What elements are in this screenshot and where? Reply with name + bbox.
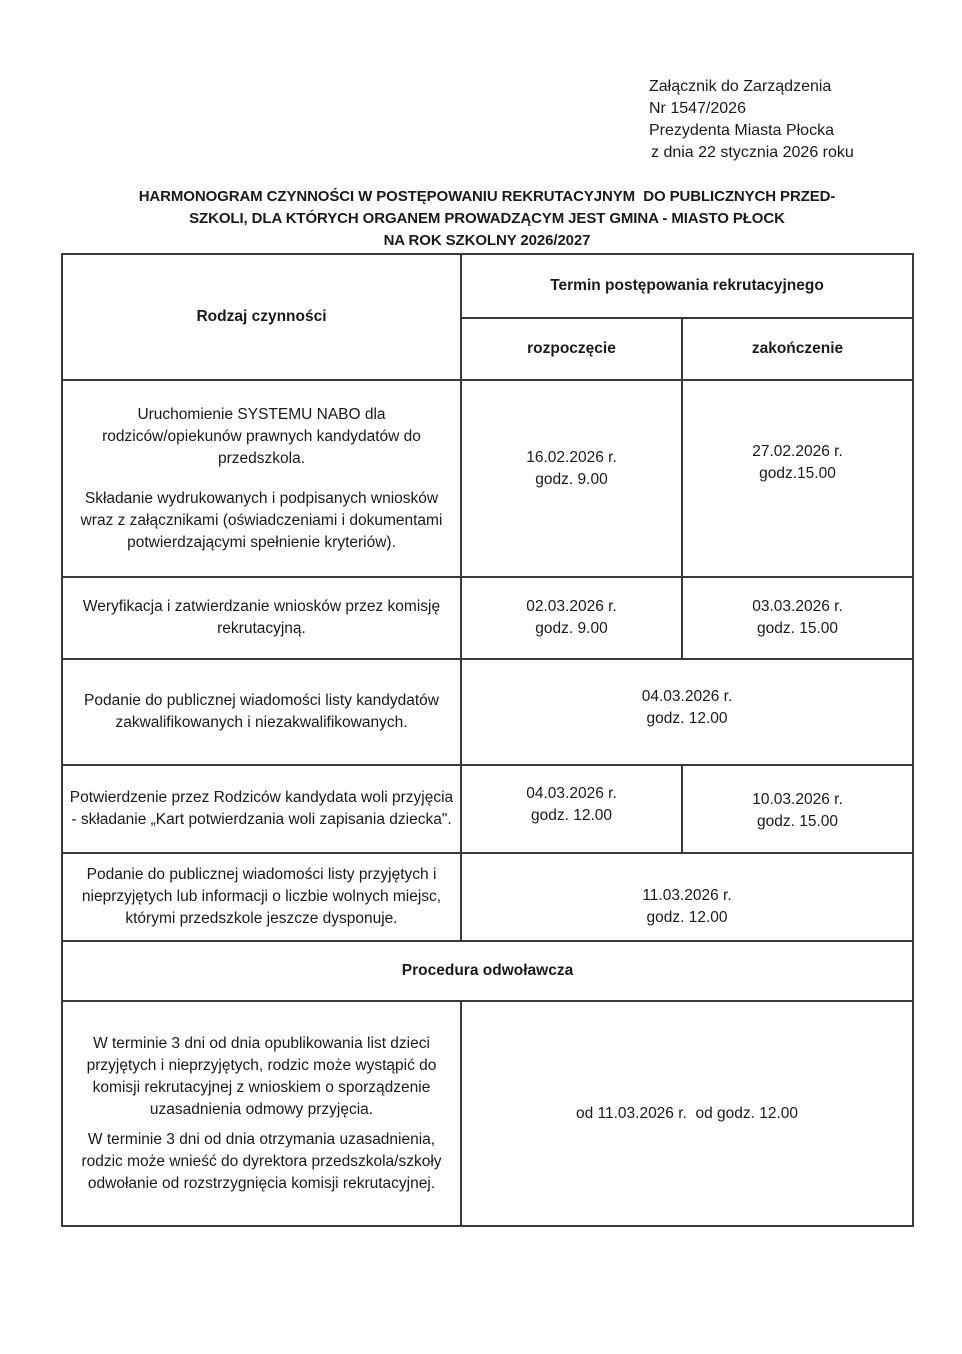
activity-cell xyxy=(62,1001,461,1226)
title-line-2: SZKOLI, DLA KTÓRYCH ORGANEM PROWADZĄCYM JEST GMINA - MIASTO PŁOCK xyxy=(189,210,785,227)
time: godz. 12.00 xyxy=(646,710,728,727)
start-date: 16.02.2026 r. xyxy=(526,448,617,466)
activity-text: Potwierdzenie przez Rodziców kandydata woli przyjęcia - składanie „Kart potwierdzania woli zapisania dziecka". xyxy=(69,789,454,828)
end-cell xyxy=(682,765,913,853)
annex-issuer: Prezydenta Miasta Płocka xyxy=(649,122,834,139)
table-row xyxy=(62,853,913,941)
header-deadline: Termin postępowania rekrutacyjnego xyxy=(461,254,913,318)
end-time: godz.15.00 xyxy=(759,464,836,482)
annex-header xyxy=(649,76,854,164)
header-start: rozpoczęcie xyxy=(461,318,682,380)
date-cell xyxy=(461,853,913,941)
activity-cell xyxy=(62,380,461,577)
start-date: 04.03.2026 r. xyxy=(526,785,617,802)
activity-text: Składanie wydrukowanych i podpisanych wniosków wraz z załącznikami (oświadczeniami i dokumentami potwierdzającymi spełnienie kryteriów). xyxy=(80,489,443,551)
end-time: godz. 15.00 xyxy=(756,813,838,830)
date: 04.03.2026 r. xyxy=(641,688,733,705)
activity-text: W terminie 3 dni od dnia otrzymania uzasadnienia, rodzic może wnieść do dyrektora przedszkola/szkoły odwołanie od rozstrzygnięcia komisji rekrutacyjnej. xyxy=(81,1130,442,1192)
activity-cell xyxy=(62,659,461,765)
recruitment-schedule-table xyxy=(61,253,914,1227)
activity-cell xyxy=(62,577,461,659)
start-time: godz. 9.00 xyxy=(535,620,608,637)
activity-text: Podanie do publicznej wiadomości listy kandydatów zakwalifikowanych i niezakwalifikowanych. xyxy=(84,692,439,731)
table-row xyxy=(62,577,913,659)
table-row xyxy=(62,1001,913,1226)
title-line-3: NA ROK SZKOLNY 2026/2027 xyxy=(383,232,591,249)
start-date: 02.03.2026 r. xyxy=(526,598,617,615)
appeal-section-row xyxy=(62,941,913,1001)
header-row xyxy=(62,254,913,318)
document-title xyxy=(62,186,912,252)
table-row xyxy=(62,765,913,853)
end-cell xyxy=(682,577,913,659)
term-cell: od 11.03.2026 r. od godz. 12.00 xyxy=(461,1001,913,1226)
header-end: zakończenie xyxy=(682,318,913,380)
table-row xyxy=(62,380,913,577)
activity-text: Uruchomienie SYSTEMU NABO dla rodziców/opiekunów prawnych kandydatów do przedszkola. xyxy=(102,405,421,467)
header-activity: Rodzaj czynności xyxy=(62,254,461,380)
title-line-1: HARMONOGRAM CZYNNOŚCI W POSTĘPOWANIU REKRUTACYJNYM DO PUBLICZNYCH PRZED- xyxy=(138,188,836,205)
activity-text: Podanie do publicznej wiadomości listy przyjętych i nieprzyjętych lub informacji o liczbie wolnych miejsc, którymi przedszkole jeszcze dysponuje. xyxy=(81,866,442,927)
end-date: 03.03.2026 r. xyxy=(752,598,843,615)
start-time: godz. 9.00 xyxy=(535,470,608,488)
end-date: 10.03.2026 r. xyxy=(752,791,843,808)
end-time: godz. 15.00 xyxy=(756,620,838,637)
start-cell xyxy=(461,577,682,659)
start-time: godz. 12.00 xyxy=(530,807,612,824)
activity-text: Weryfikacja i zatwierdzanie wniosków przez komisję rekrutacyjną. xyxy=(82,598,441,637)
end-date: 27.02.2026 r. xyxy=(752,442,843,460)
annex-line: Załącznik do Zarządzenia xyxy=(649,78,832,95)
end-cell xyxy=(682,380,913,577)
activity-cell xyxy=(62,853,461,941)
date: 11.03.2026 r. xyxy=(642,887,732,904)
annex-date: z dnia 22 stycznia 2026 roku xyxy=(651,144,854,161)
table-row xyxy=(62,659,913,765)
annex-number: Nr 1547/2026 xyxy=(649,100,746,117)
appeal-heading: Procedura odwoławcza xyxy=(62,941,913,1001)
date-cell xyxy=(461,659,913,765)
activity-text: W terminie 3 dni od dnia opublikowania list dzieci przyjętych i nieprzyjętych, rodzic może wystąpić do komisji rekrutacyjnej z wnioskiem o sporządzenie uzasadnienia odmowy przyjęcia. xyxy=(86,1034,437,1118)
time: godz. 12.00 xyxy=(646,909,728,926)
start-cell xyxy=(461,380,682,577)
start-cell xyxy=(461,765,682,853)
activity-cell xyxy=(62,765,461,853)
